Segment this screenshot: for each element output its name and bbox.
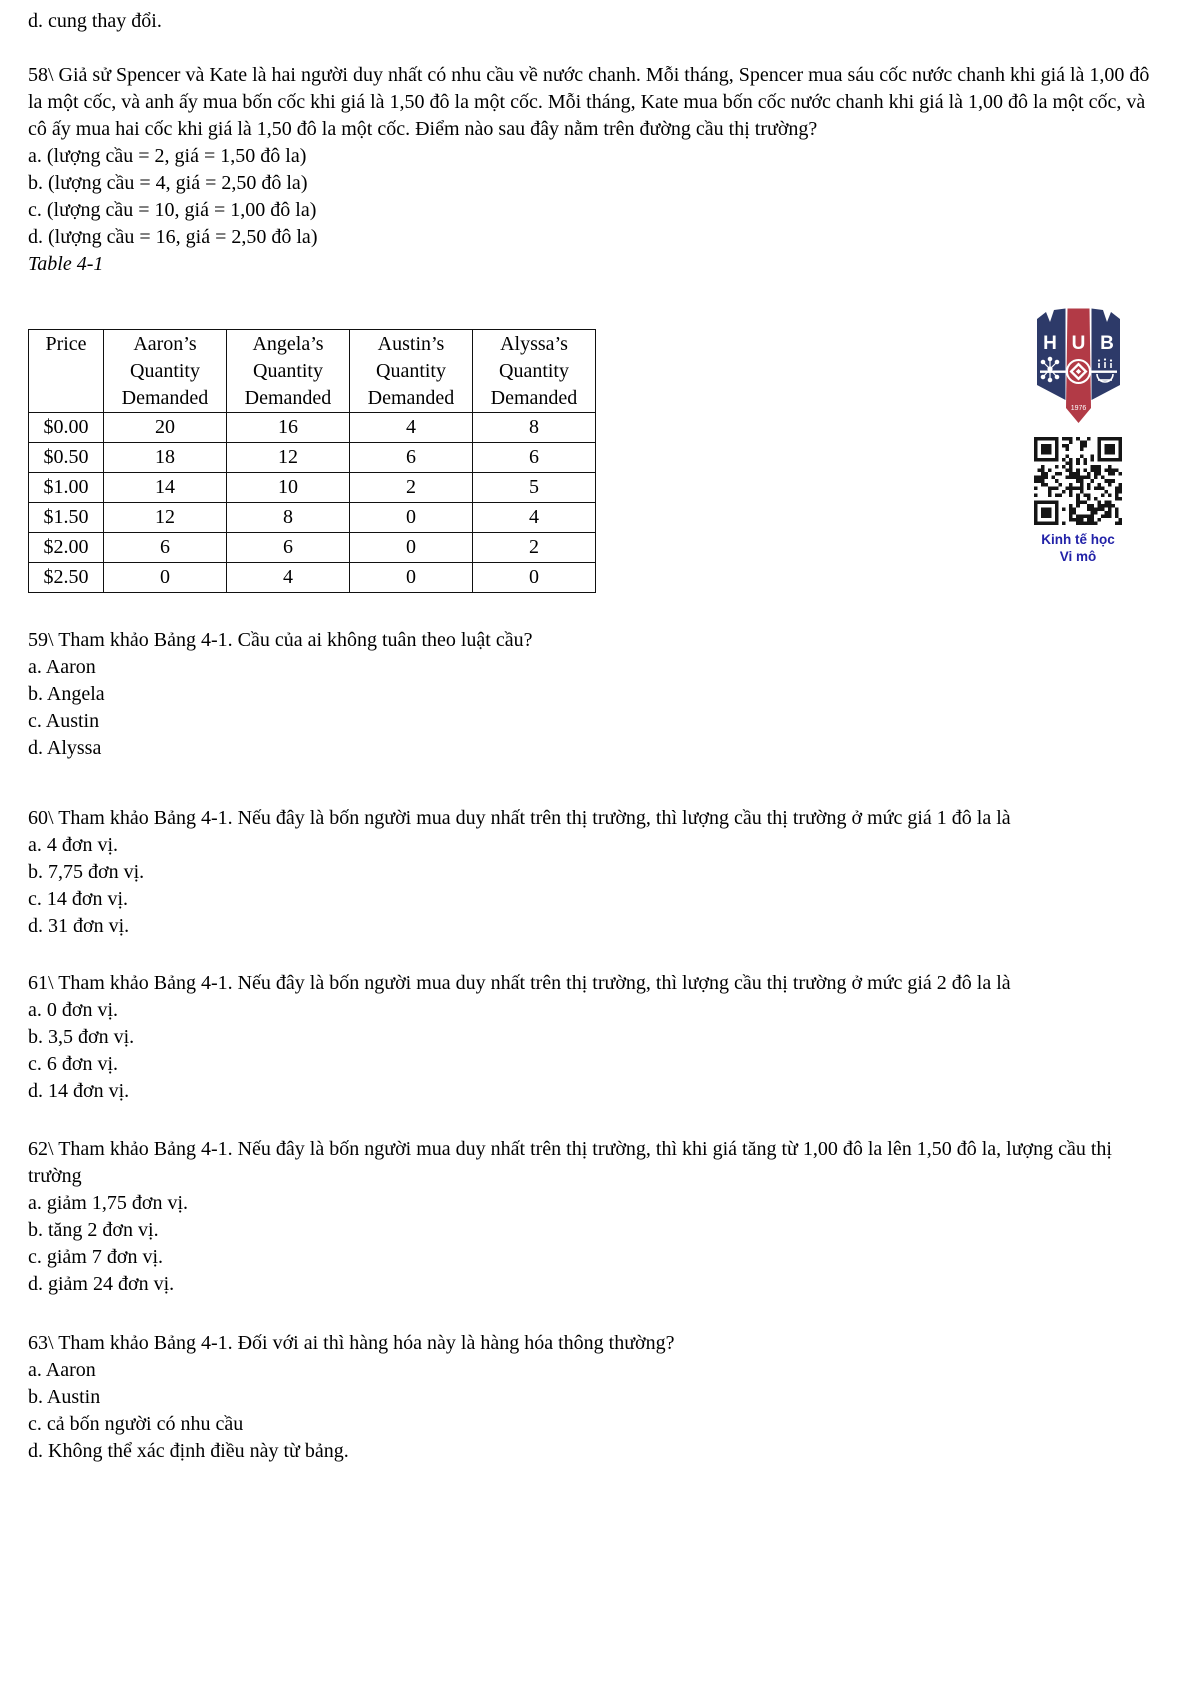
question-59-option-b: b. Angela	[28, 683, 105, 705]
table-header-price: Price	[29, 330, 104, 413]
question-60	[28, 805, 1168, 940]
demand-table	[28, 329, 596, 593]
question-61-option-d: d. 14 đơn vị.	[28, 1080, 130, 1102]
question-61-option-a: a. 0 đơn vị.	[28, 999, 119, 1021]
question-62-option-d: d. giảm 24 đơn vị.	[28, 1273, 175, 1295]
logo-year: 1976	[1070, 405, 1086, 412]
qr-code	[1034, 437, 1122, 525]
question-59-text: 59\ Tham khảo Bảng 4-1. Cầu của ai không tuân theo luật cầu?	[28, 629, 533, 651]
table-cell: 14	[104, 473, 227, 503]
table-cell: 18	[104, 443, 227, 473]
qr-caption-line1: Kinh tế học	[1041, 532, 1115, 547]
table-cell-price: $1.00	[29, 473, 104, 503]
table-cell: 0	[350, 503, 473, 533]
table-cell: 0	[104, 563, 227, 593]
table-cell: 12	[227, 443, 350, 473]
table-cell-price: $1.50	[29, 503, 104, 533]
logo-letter-b: B	[1099, 333, 1114, 354]
table-header-aaron: Aaron’s Quantity Demanded	[104, 330, 227, 413]
question-62-option-b: b. tăng 2 đơn vị.	[28, 1219, 159, 1241]
table-cell: 6	[227, 533, 350, 563]
question-58-option-d: d. (lượng cầu = 16, giá = 2,50 đô la)	[28, 226, 318, 248]
qr-caption-line2: Vi mô	[1059, 549, 1097, 564]
question-59-option-a: a. Aaron	[28, 656, 96, 678]
question-58-option-c: c. (lượng cầu = 10, giá = 1,00 đô la)	[28, 199, 317, 221]
table-row	[29, 413, 596, 443]
table-cell: 0	[350, 533, 473, 563]
shield-right-panel	[1091, 309, 1120, 401]
table-cell: 0	[473, 563, 596, 593]
question-61-option-c: c. 6 đơn vị.	[28, 1053, 119, 1075]
question-63-option-b: b. Austin	[28, 1386, 101, 1408]
table-cell: 2	[473, 533, 596, 563]
table-cell: 4	[473, 503, 596, 533]
logo-letter-u: U	[1071, 333, 1085, 354]
table-row	[29, 533, 596, 563]
question-62-text: 62\ Tham khảo Bảng 4-1. Nếu đây là bốn người mua duy nhất trên thị trường, thì khi giá tăng từ 1,00 đô la lên 1,50 đô la, lượng cầu thị trường	[28, 1138, 1112, 1187]
question-61	[28, 970, 1168, 1105]
table-row	[29, 473, 596, 503]
question-59	[28, 627, 1168, 762]
table-cell: 0	[350, 563, 473, 593]
question-59-option-c: c. Austin	[28, 710, 100, 732]
table-header-austin: Austin’s Quantity Demanded	[350, 330, 473, 413]
question-63-option-a: a. Aaron	[28, 1359, 96, 1381]
question-63	[28, 1330, 1168, 1465]
table-cell: 12	[104, 503, 227, 533]
question-59-option-d: d. Alyssa	[28, 737, 102, 759]
table-cell: 16	[227, 413, 350, 443]
diamond-emblem-icon	[1067, 360, 1090, 383]
question-58-option-b: b. (lượng cầu = 4, giá = 2,50 đô la)	[28, 172, 308, 194]
table-cell: 10	[227, 473, 350, 503]
table-cell-price: $2.00	[29, 533, 104, 563]
question-60-text: 60\ Tham khảo Bảng 4-1. Nếu đây là bốn người mua duy nhất trên thị trường, thì lượng cầu thị trường ở mức giá 1 đô la là	[28, 807, 1011, 829]
question-61-option-b: b. 3,5 đơn vị.	[28, 1026, 135, 1048]
logo-letter-h: H	[1042, 333, 1057, 354]
table-row	[29, 503, 596, 533]
qr-caption	[1041, 531, 1115, 565]
table-cell-price: $2.50	[29, 563, 104, 593]
table-cell: 4	[350, 413, 473, 443]
hub-logo	[1035, 306, 1122, 430]
shield-left-panel	[1037, 309, 1066, 401]
question-58-option-a: a. (lượng cầu = 2, giá = 1,50 đô la)	[28, 145, 307, 167]
table-cell-price: $0.00	[29, 413, 104, 443]
question-61-text: 61\ Tham khảo Bảng 4-1. Nếu đây là bốn người mua duy nhất trên thị trường, thì lượng cầu thị trường ở mức giá 2 đô la là	[28, 972, 1011, 994]
table-cell: 20	[104, 413, 227, 443]
question-58-text: 58\ Giả sử Spencer và Kate là hai người duy nhất có nhu cầu về nước chanh. Mỗi tháng, Spencer mua sáu cốc nước chanh khi giá là 1,00 đô la một cốc, và anh ấy mua bốn cốc khi giá là 1,50 đô la một cốc. Mỗi tháng, Kate mua bốn cốc nước chanh khi giá là 1,00 đô la một cốc, và cô ấy mua hai cốc khi giá là 1,50 đô la một cốc. Điểm nào sau đây nằm trên đường cầu thị trường?	[28, 64, 1150, 140]
table-title: Table 4-1	[28, 253, 104, 275]
table-cell: 6	[104, 533, 227, 563]
document-body	[28, 8, 1168, 1465]
table-cell: 2	[350, 473, 473, 503]
question-58	[28, 62, 1168, 251]
table-cell-price: $0.50	[29, 443, 104, 473]
table-row	[29, 563, 596, 593]
branding-panel	[1022, 306, 1134, 565]
previous-question-option: d. cung thay đổi.	[28, 10, 162, 32]
table-cell: 6	[350, 443, 473, 473]
question-62	[28, 1136, 1168, 1298]
table-cell: 8	[227, 503, 350, 533]
question-63-option-d: d. Không thể xác định điều này từ bảng.	[28, 1440, 349, 1462]
question-63-text: 63\ Tham khảo Bảng 4-1. Đối với ai thì hàng hóa này là hàng hóa thông thường?	[28, 1332, 675, 1354]
table-cell: 8	[473, 413, 596, 443]
question-63-option-c: c. cả bốn người có nhu cầu	[28, 1413, 244, 1435]
question-62-option-c: c. giảm 7 đơn vị.	[28, 1246, 163, 1268]
question-62-option-a: a. giảm 1,75 đơn vị.	[28, 1192, 188, 1214]
table-header-angela: Angela’s Quantity Demanded	[227, 330, 350, 413]
table-row	[29, 443, 596, 473]
question-60-option-d: d. 31 đơn vị.	[28, 915, 130, 937]
table-header-alyssa: Alyssa’s Quantity Demanded	[473, 330, 596, 413]
table-cell: 5	[473, 473, 596, 503]
table-cell: 6	[473, 443, 596, 473]
question-60-option-b: b. 7,75 đơn vị.	[28, 861, 145, 883]
question-60-option-c: c. 14 đơn vị.	[28, 888, 129, 910]
table-cell: 4	[227, 563, 350, 593]
question-60-option-a: a. 4 đơn vị.	[28, 834, 119, 856]
table-header-row	[29, 330, 596, 413]
